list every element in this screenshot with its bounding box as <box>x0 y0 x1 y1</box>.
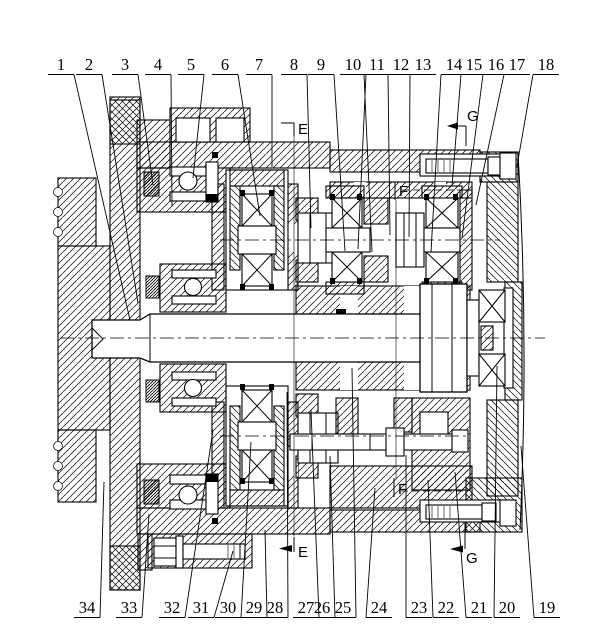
cover-bolt-top <box>420 153 516 179</box>
callout-7: 7 <box>254 55 264 74</box>
callout-19: 19 <box>538 598 556 617</box>
callout-25: 25 <box>334 598 352 617</box>
callout-3: 3 <box>120 55 130 74</box>
callout-15: 15 <box>465 55 483 74</box>
section-arrow-icon <box>279 545 292 552</box>
callout-33: 33 <box>120 598 138 617</box>
callout-32: 32 <box>163 598 181 617</box>
section-label-e-top: E <box>298 121 309 138</box>
callout-10: 10 <box>344 55 362 74</box>
callout-21: 21 <box>470 598 488 617</box>
planet-gear-lower <box>226 384 288 506</box>
callout-26: 26 <box>313 598 331 617</box>
callout-17: 17 <box>508 55 526 74</box>
callout-leader-line <box>100 482 104 618</box>
shaft-bearing-upper <box>146 264 226 312</box>
shaft-seal <box>144 480 159 504</box>
callout-leader-line <box>521 446 534 618</box>
callout-31: 31 <box>192 598 210 617</box>
callout-12: 12 <box>392 55 410 74</box>
planet-gear-upper <box>226 170 288 290</box>
callout-20: 20 <box>498 598 516 617</box>
callout-28: 28 <box>266 598 284 617</box>
input-shaft <box>92 309 460 362</box>
shaft-bearing-lower <box>146 364 226 412</box>
bearing-ball-icon <box>185 279 202 296</box>
section-label-g-bottom: G <box>466 550 478 567</box>
callout-24: 24 <box>370 598 388 617</box>
section-label-g-top: G <box>467 108 479 125</box>
callout-11: 11 <box>369 55 385 74</box>
callout-2: 2 <box>84 55 94 74</box>
bearing-ball-icon <box>179 172 197 190</box>
callout-1: 1 <box>56 55 66 74</box>
shaft-seal <box>146 380 159 402</box>
section-label-f-bottom: F <box>398 481 408 498</box>
shaft-seal <box>146 276 159 298</box>
callout-5: 5 <box>186 55 196 74</box>
callout-leader-line <box>517 75 533 167</box>
section-label-e-bottom: E <box>298 544 309 561</box>
callout-22: 22 <box>437 598 455 617</box>
cover-bolt-bottom <box>420 500 516 526</box>
section-label-f-top: F <box>399 183 409 200</box>
callout-30: 30 <box>219 598 237 617</box>
callout-8: 8 <box>289 55 299 74</box>
callout-6: 6 <box>220 55 230 74</box>
callout-16: 16 <box>487 55 505 74</box>
mount-block <box>170 108 250 142</box>
callout-23: 23 <box>410 598 428 617</box>
bearing-ball-icon <box>179 486 197 504</box>
callout-27: 27 <box>297 598 315 617</box>
callout-13: 13 <box>414 55 432 74</box>
bearing-ball-icon <box>185 380 202 397</box>
callout-4: 4 <box>153 55 163 74</box>
callout-9: 9 <box>316 55 326 74</box>
callout-14: 14 <box>445 55 463 74</box>
callout-34: 34 <box>78 598 96 617</box>
callout-29: 29 <box>245 598 263 617</box>
callout-18: 18 <box>537 55 555 74</box>
section-e-top-bracket <box>281 123 294 136</box>
